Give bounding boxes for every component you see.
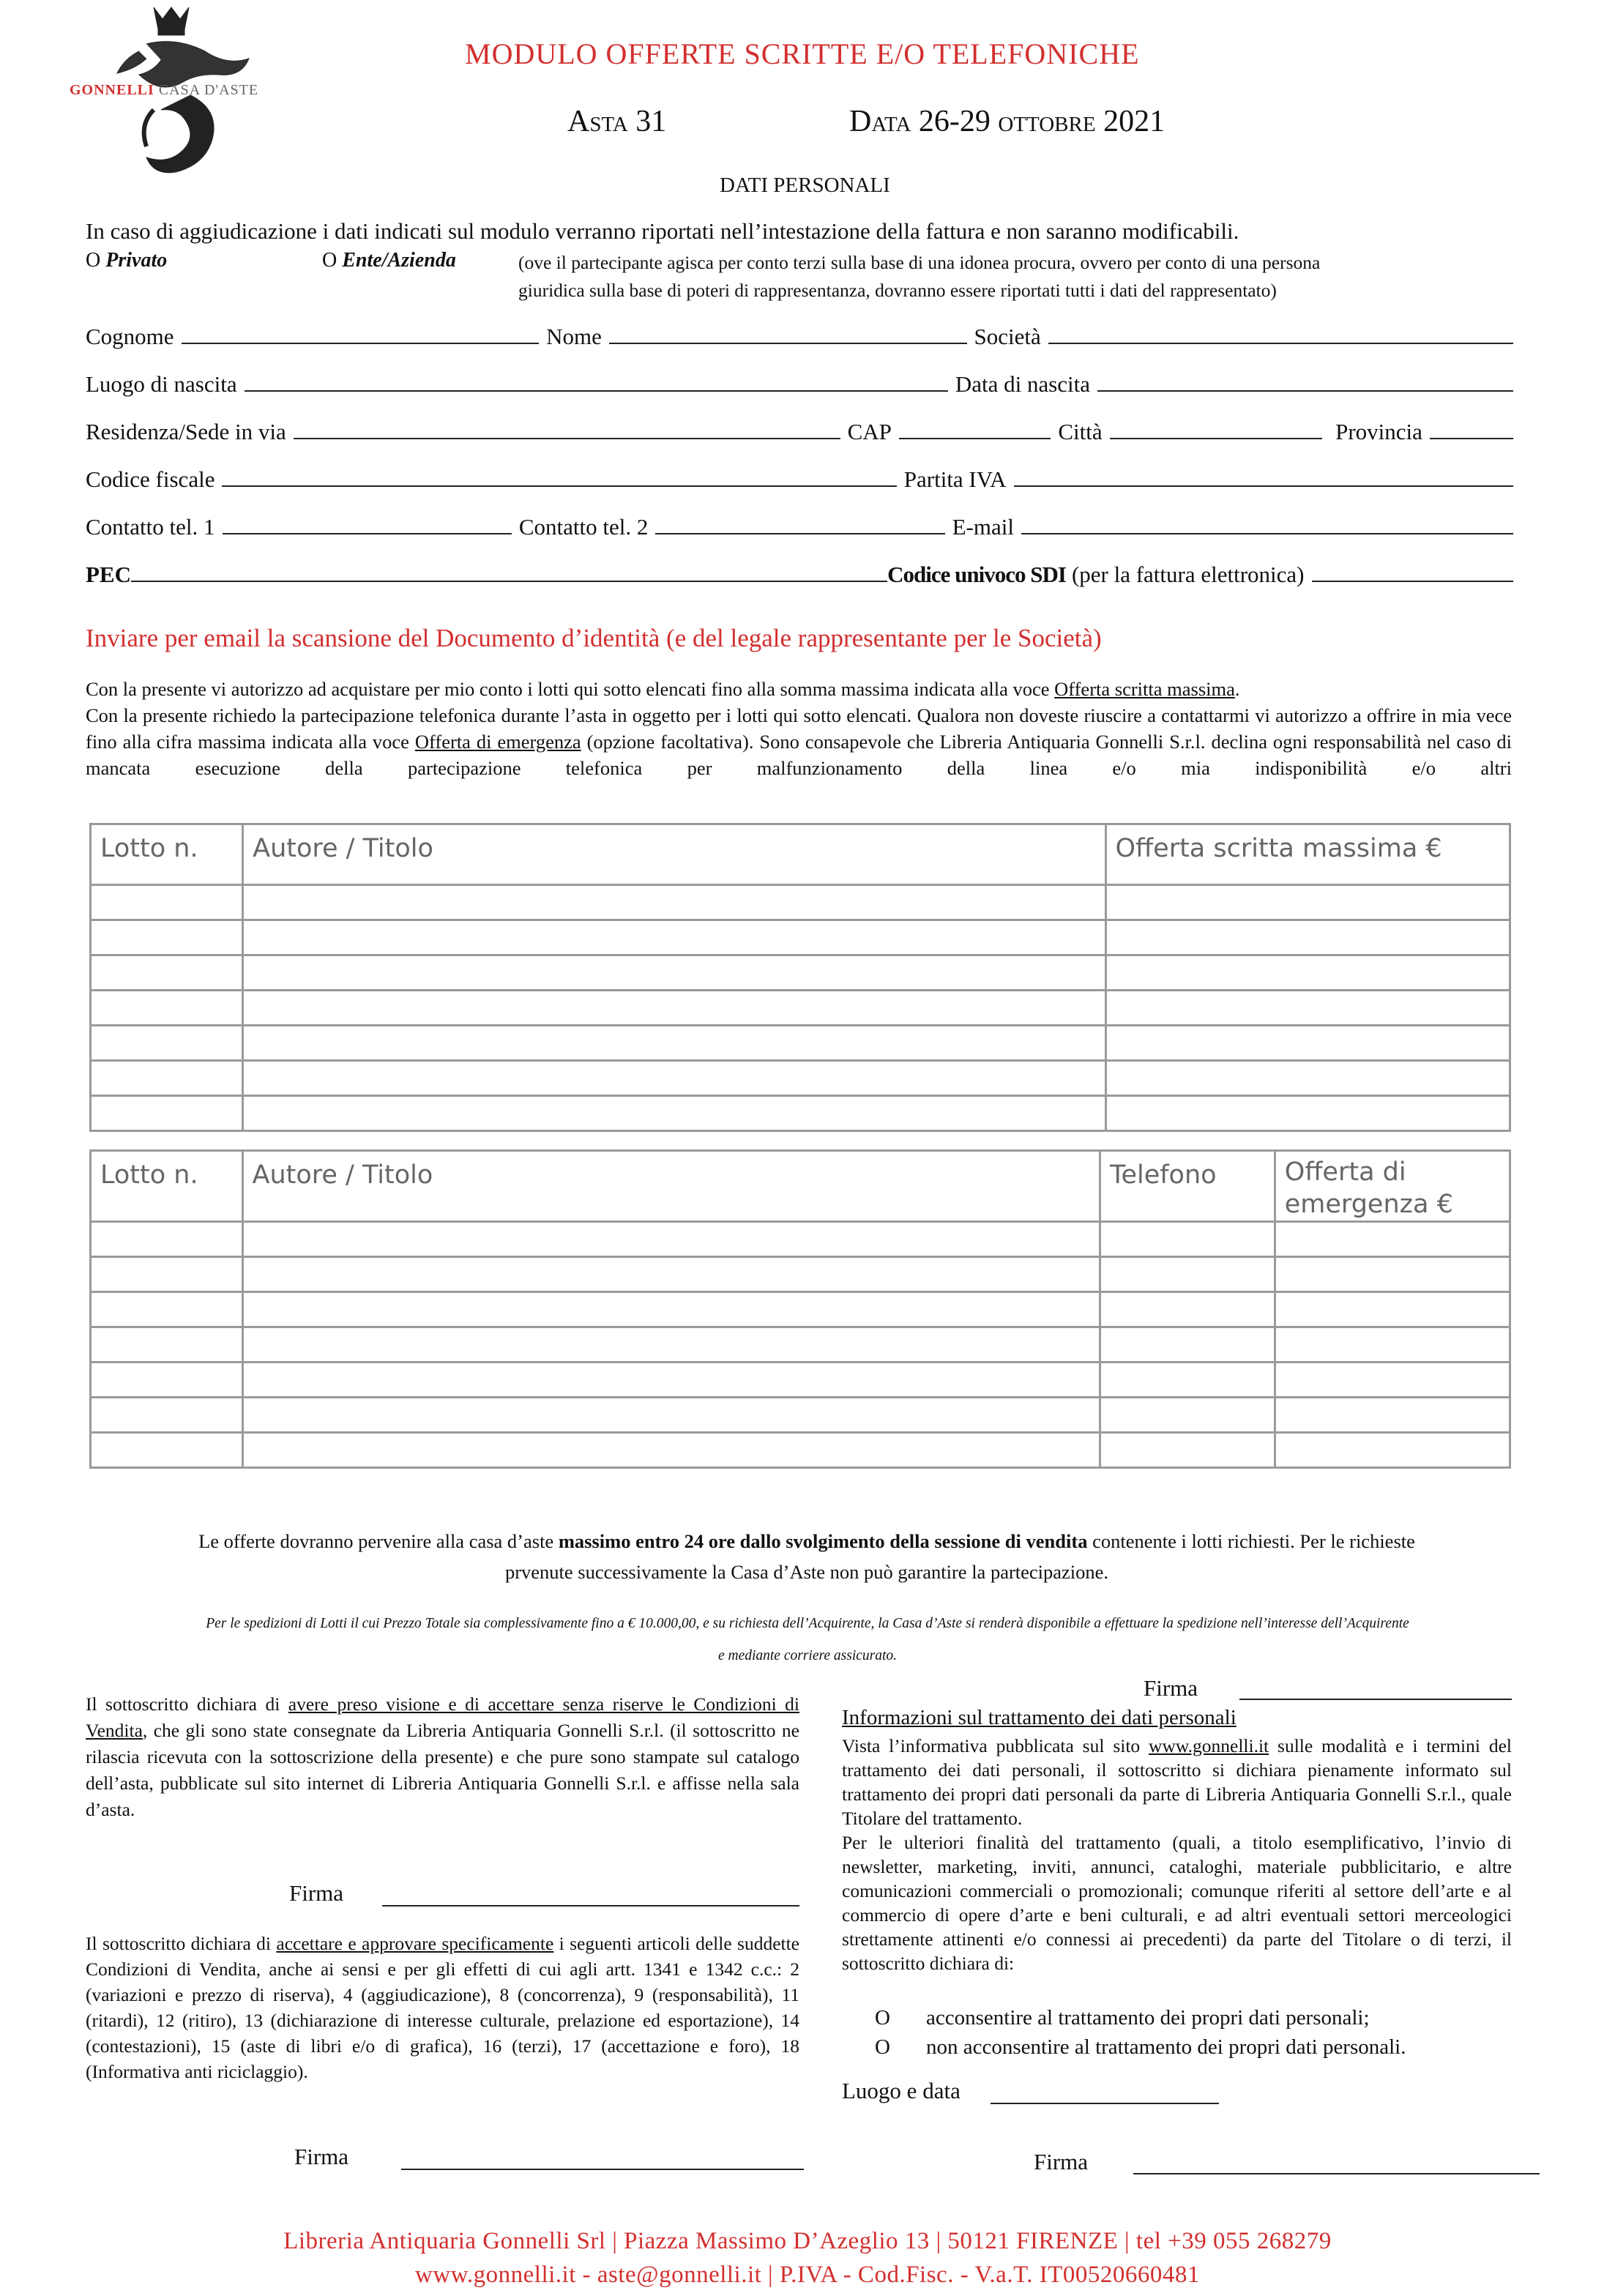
nome-label: Nome — [546, 324, 602, 349]
left-d1-u: avere preso visione e di accettare senza riserve le Condizioni di Vendita — [86, 1693, 800, 1741]
table-row[interactable] — [91, 1222, 1510, 1257]
option-note-2: giuridica sulla base di poteri di rappresentanza, dovranno essere riportati tutti i dati del rappresentato) — [518, 280, 1277, 301]
societa-label: Società — [974, 324, 1041, 349]
email-field[interactable] — [1021, 532, 1513, 534]
consent-mark-1: O — [875, 2006, 890, 2029]
tel1-field[interactable] — [223, 532, 512, 534]
auth-p2-a: Con la presente richiedo la partecipazione telefonica durante l’asta in oggetto per i lotti qui sotto elencati. Qualora non doveste riuscire a contattarmi vi autorizzo a offrire in mia vece fino alla cifra massima indicata alla voce — [86, 704, 1512, 753]
residenza-field[interactable] — [294, 437, 840, 439]
data-nascita-label: Data di nascita — [955, 371, 1091, 397]
table-row[interactable] — [91, 1096, 1510, 1131]
cognome-label: Cognome — [86, 324, 174, 349]
luogo-data-line[interactable] — [991, 2103, 1219, 2104]
data-nascita-field[interactable] — [1097, 390, 1513, 392]
consent-label-1: acconsentire al trattamento dei propri dati personali; — [926, 2006, 1370, 2029]
row-contacts — [86, 514, 1513, 540]
pec-label: PEC — [86, 562, 131, 587]
residenza-label: Residenza/Sede in via — [86, 419, 286, 444]
auth-p1-u: Offerta scritta massima — [1054, 678, 1235, 700]
firma-label-top-right: Firma — [1144, 1675, 1198, 1701]
consent-mark-2: O — [875, 2035, 890, 2059]
partita-iva-label: Partita IVA — [903, 466, 1007, 492]
phone-bids-table — [89, 1149, 1511, 1469]
auth-p1-a: Con la presente vi autorizzo ad acquistare per mio conto i lotti qui sotto elencati fino alla somma massima indicata alla voce — [86, 678, 1055, 700]
intro-text: In caso di aggiudicazione i dati indicati sul modulo verranno riportati nell’intestazione della fattura e non saranno modificabili. — [86, 218, 1239, 244]
brand-name — [70, 82, 258, 99]
luogo-data-label: Luogo e data — [842, 2078, 961, 2103]
privacy-p1-b: sulle modalità e i termini del trattamento dei dati personali, il sottoscritto si dichiara pienamente informato sul trattamento dei propri dati personali da parte di Libreria Antiquaria Gonnelli S.r.l., quale Titolare del trattamento. — [842, 1735, 1513, 1829]
privacy-p1-a: Vista l’informativa pubblicata sul sito — [842, 1735, 1149, 1756]
row-address — [86, 419, 1513, 445]
table-row[interactable] — [91, 920, 1510, 955]
codice-fiscale-field[interactable] — [222, 485, 896, 487]
deadline-line-2: prvenute successivamente la Casa d’Aste non può garantire la partecipazione. — [504, 1561, 1109, 1583]
col-lotto: Lotto n. — [91, 1151, 243, 1222]
privacy-p2: Per le ulteriori finalità del trattamento (quali, a titolo esemplificativo, l’invio di newsletter, marketing, inviti, annunci, cataloghi, materiale pubblicitario, e altre comunicazioni commerciali o promozionali; comunque riferiti al settore dell’arte e al commercio di opere d’arte e beni culturali, e ad altri eventuali settori merceologici strettamente attinenti e/o connessi ai precedenti) da parte del Titolare o di terzi, il sottoscritto dichiara di: — [842, 1832, 1512, 1974]
deadline-b: massimo entro 24 ore dallo svolgimento della sessione di vendita — [558, 1530, 1088, 1552]
shipping-line-1: Per le spedizioni di Lotti il cui Prezzo Totale sia complessivamente fino a € 10.000,00, e su richiesta dell’Acquirente, la Casa d’Aste si renderà disponibile a effettuare la spedizione nell’interesse dell’Acquirente — [206, 1616, 1409, 1631]
table-row[interactable] — [91, 885, 1510, 920]
societa-field[interactable] — [1048, 342, 1513, 344]
row-tax — [86, 466, 1513, 493]
codice-fiscale-label: Codice fiscale — [86, 466, 215, 492]
firma-line-2[interactable] — [401, 2169, 804, 2170]
conditions-declaration — [86, 1691, 799, 1823]
row-pec — [86, 562, 1513, 588]
col-lotto: Lotto n. — [91, 824, 243, 885]
nome-field[interactable] — [609, 342, 967, 344]
firma-label-2: Firma — [294, 2144, 349, 2169]
auth-p2-b: (opzione facoltativa). Sono consapevole che Libreria Antiquaria Gonnelli S.r.l. declina ogni responsabilità nel caso di mancata esecuzione della partecipazione telefonica per malfunzionamento della linea e/o mia indisponibilità e/o altri — [86, 731, 1513, 779]
sdi-label: Codice univoco SDI — [887, 562, 1066, 587]
partita-iva-field[interactable] — [1014, 485, 1513, 487]
deadline-line-1 — [86, 1526, 1528, 1557]
footer-address: Libreria Antiquaria Gonnelli Srl | Piazza Massimo D’Azeglio 13 | 50121 FIRENZE | tel +39 055 268279 — [283, 2228, 1332, 2254]
privacy-title — [842, 1706, 1237, 1730]
col-autore-titolo: Autore / Titolo — [242, 1151, 1100, 1222]
privacy-p1 — [842, 1734, 1512, 1830]
left-d2-a: Il sottoscritto dichiara di — [86, 1933, 277, 1954]
col-offerta-massima: Offerta scritta massima € — [1105, 824, 1510, 885]
firma-label-3: Firma — [1034, 2149, 1089, 2174]
option-privato-label: Privato — [105, 249, 168, 272]
deadline-text — [86, 1526, 1528, 1587]
firma-line-1[interactable] — [382, 1905, 799, 1906]
left-d2-b: i seguenti articoli delle suddette Condizioni di Vendita, anche ai sensi e per gli effetti di cui agli artt. 1341 e 1342 c.c.: 2 (variazioni e prezzo di riserva), 4 (aggiudicazione), 8 (concorrenza), 9 (responsabilità), 11 (ritardi), 12 (ritiro), 13 (dichiarazione di interesse culturale, prelazione ed esportazione), 14 (contestazioni), 15 (aste di libri e/o di grafica), 16 (terzi), 17 (accettazione e foro), 18 (Informativa anti riciclaggio). — [86, 1933, 799, 2082]
deadline-a: Le offerte dovranno pervenire alla casa d’aste — [198, 1530, 559, 1552]
left-d1-b: , che gli sono state consegnate da Libreria Antiquaria Gonnelli S.r.l. (il sottoscritto ne rilascia ricevuta con la sottoscrizione della presente) e che pure sono stampate sul catalogo dell’asta, pubblicate sul sito internet di Libreria Antiquaria Gonnelli S.r.l. e affisse nella sala d’asta. — [86, 1720, 799, 1820]
tel2-label: Contatto tel. 2 — [518, 514, 649, 540]
firma-line-top-right[interactable] — [1239, 1699, 1512, 1700]
shipping-line-2: e mediante corriere assicurato. — [717, 1648, 898, 1663]
table-row[interactable] — [91, 955, 1510, 991]
written-bids-table — [89, 823, 1511, 1132]
provincia-field[interactable] — [1430, 437, 1513, 439]
table-header-row — [91, 824, 1510, 885]
table-row[interactable] — [91, 1433, 1510, 1468]
left-d2-u: accettare e approvare specificamente — [276, 1933, 554, 1954]
option-ente[interactable] — [322, 249, 456, 272]
firma-line-3[interactable] — [1133, 2173, 1540, 2174]
row-birth — [86, 371, 1513, 398]
shipping-note — [73, 1608, 1542, 1672]
table-row[interactable] — [91, 1398, 1510, 1433]
luogo-nascita-label: Luogo di nascita — [86, 371, 237, 397]
footer — [0, 2224, 1615, 2292]
articles-declaration — [86, 1931, 799, 2084]
firma-label-1: Firma — [289, 1880, 344, 1906]
deadline-c: contenente i lotti richiesti. Per le richieste — [1087, 1530, 1415, 1552]
col-autore-titolo: Autore / Titolo — [243, 824, 1105, 885]
form-title: MODULO OFFERTE SCRITTE E/O TELEFONICHE — [465, 37, 1140, 70]
consent-option-1[interactable] — [875, 2006, 1370, 2030]
table-row[interactable] — [91, 1292, 1510, 1327]
authorization-text — [86, 676, 1512, 781]
privacy-link[interactable]: www.gonnelli.it — [1149, 1735, 1269, 1756]
auth-p1-b: . — [1234, 678, 1240, 700]
table-row[interactable] — [91, 991, 1510, 1026]
table-row[interactable] — [91, 1061, 1510, 1096]
auction-date: Data 26-29 ottobre 2021 — [849, 105, 1165, 138]
sdi-field[interactable] — [1312, 580, 1514, 582]
document-notice: Inviare per email la scansione del Documento d’identità (e del legale rappresentante per le Società) — [86, 624, 1102, 652]
cap-field[interactable] — [899, 437, 1051, 439]
citta-field[interactable] — [1110, 437, 1322, 439]
table-header-row — [91, 1151, 1510, 1222]
brand-name-red: GONNELLI — [70, 82, 154, 98]
privacy-title-text: Informazioni sul trattamento dei dati personali — [842, 1706, 1237, 1729]
auth-p1 — [86, 676, 1512, 702]
luogo-nascita-field[interactable] — [245, 390, 948, 392]
sdi-note: (per la fattura elettronica) — [1071, 562, 1305, 587]
consent-option-2[interactable] — [875, 2035, 1406, 2060]
email-label: E-mail — [952, 514, 1014, 540]
col-telefono: Telefono — [1100, 1151, 1275, 1222]
col-offerta-emergenza: Offerta di emergenza € — [1275, 1151, 1510, 1222]
left-d1-a: Il sottoscritto dichiara di — [86, 1693, 288, 1715]
privacy-text — [842, 1734, 1512, 1975]
section-title: DATI PERSONALI — [720, 174, 890, 197]
pec-field[interactable] — [131, 580, 887, 582]
consent-label-2: non acconsentire al trattamento dei propri dati personali. — [926, 2035, 1406, 2059]
option-ente-label: Ente/Azienda — [342, 249, 456, 272]
provincia-label: Provincia — [1335, 419, 1422, 444]
table-row[interactable] — [91, 1026, 1510, 1061]
auth-p2-u: Offerta di emergenza — [414, 731, 581, 753]
option-privato-mark: O — [86, 249, 101, 272]
brand-name-rest: CASA D'ASTE — [158, 82, 259, 98]
table-row[interactable] — [91, 1327, 1510, 1363]
citta-label: Città — [1058, 419, 1103, 444]
option-privato[interactable] — [86, 249, 167, 272]
table-row[interactable] — [91, 1363, 1510, 1398]
cognome-field[interactable] — [182, 342, 540, 344]
option-note-1: (ove il partecipante agisca per conto terzi sulla base di una idonea procura, ovvero per conto di una persona — [518, 252, 1321, 273]
tel1-label: Contatto tel. 1 — [86, 514, 215, 540]
auction-number: Asta 31 — [567, 105, 667, 138]
tel2-field[interactable] — [655, 532, 944, 534]
cap-label: CAP — [847, 419, 892, 444]
footer-contacts[interactable]: www.gonnelli.it - aste@gonnelli.it | P.IVA - Cod.Fisc. - V.a.T. IT00520660481 — [415, 2262, 1200, 2288]
option-ente-mark: O — [322, 249, 337, 272]
table-row[interactable] — [91, 1257, 1510, 1292]
auth-p2 — [86, 702, 1512, 781]
row-name — [86, 324, 1513, 350]
